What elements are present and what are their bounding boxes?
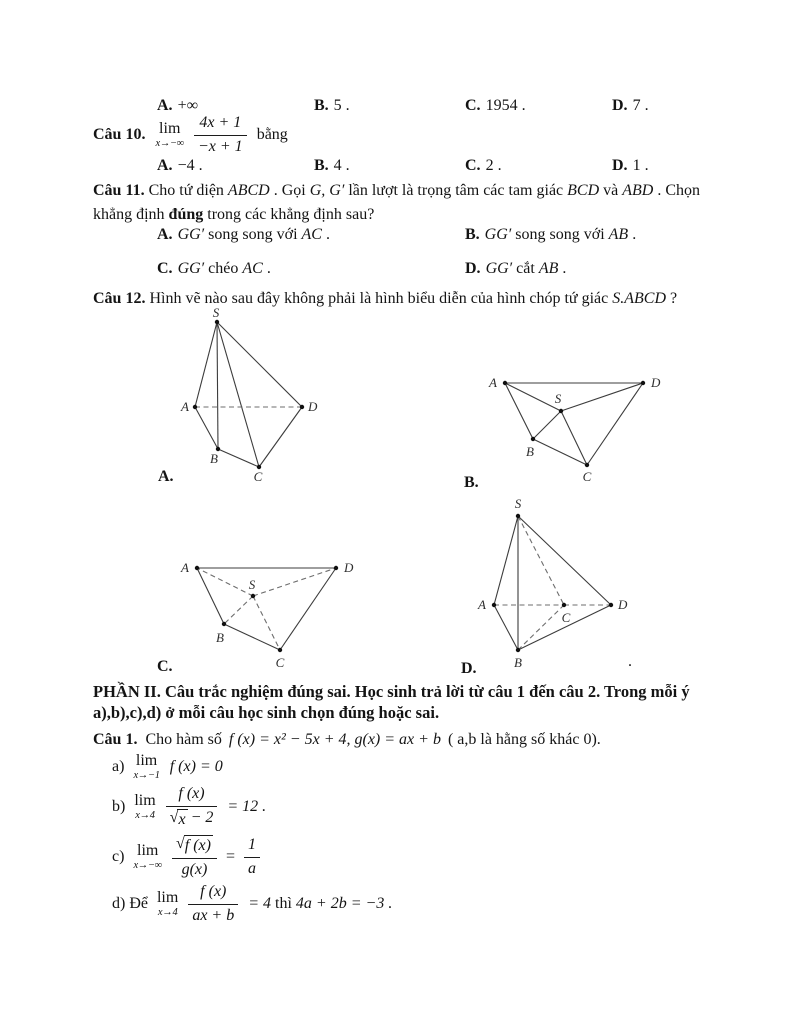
figure-c-pyramid — [140, 548, 375, 674]
q1-label: Câu 1. — [93, 731, 138, 748]
q11-answer-row-2 — [0, 260, 792, 280]
option-end: . — [266, 260, 271, 277]
figure-edges — [503, 381, 645, 467]
item-b — [112, 784, 266, 830]
square-root — [176, 835, 213, 855]
radical-sign: √ — [169, 808, 179, 826]
figure-a-pyramid — [140, 306, 340, 488]
vertex-label-c: C — [561, 610, 571, 625]
q1-text: Cho hàm số — [145, 731, 222, 748]
q12-text: Hình vẽ nào sau đây không phải là hình biểu diễn của hình chóp tứ giác — [149, 290, 609, 307]
option-end: . — [325, 226, 330, 243]
part2-line1: PHẦN II. Câu trắc nghiệm đúng sai. Học sinh trả lời từ câu 1 đến câu 2. Trong mỗi ý — [93, 682, 690, 701]
option-text: 7 . — [632, 97, 649, 114]
q10-answer-row — [0, 157, 792, 177]
option-label: A. — [157, 97, 173, 114]
option-label: A. — [157, 157, 173, 174]
lim-word: lim — [137, 841, 159, 859]
radicand: x — [178, 810, 186, 828]
lim-subscript: x→4 — [157, 906, 178, 918]
fraction — [188, 883, 238, 925]
math-var: AC — [242, 260, 263, 277]
item-a — [112, 752, 223, 782]
option-label: A. — [157, 226, 173, 243]
option-text: +∞ — [177, 97, 198, 114]
vertex-label-s: S — [212, 306, 220, 320]
lim-word: lim — [135, 751, 158, 769]
fraction — [244, 836, 260, 878]
radicand: f (x) — [184, 837, 211, 855]
limit-operator — [133, 843, 162, 872]
option-label: B. — [314, 97, 329, 114]
lim-subscript: x→−1 — [133, 769, 160, 781]
vertex-label-d: D — [651, 375, 661, 390]
option-text: cắt — [516, 260, 535, 277]
q11-text: và — [603, 182, 619, 199]
figure-edges — [193, 320, 304, 469]
fraction-denominator — [172, 859, 217, 879]
fraction — [172, 835, 217, 879]
limit-operator — [157, 890, 178, 919]
q11-text: . Chọn khẳng định — [93, 182, 701, 223]
q11-answer-row-1 — [0, 226, 792, 246]
fraction — [166, 785, 218, 829]
vertex-label-s: S — [554, 391, 562, 406]
math-var: GG′ — [484, 226, 512, 243]
item-c-label: c) — [112, 848, 125, 865]
item-d-word2: thì — [275, 895, 292, 912]
q9-option-b — [314, 97, 350, 115]
math-var: ABCD — [227, 182, 270, 199]
q10-suffix: bằng — [256, 126, 288, 143]
lim-subscript: x→4 — [135, 809, 155, 821]
q11-emphasis: đúng — [168, 206, 204, 223]
numerator-text: f (x) — [200, 883, 227, 901]
math-var: AB — [538, 260, 559, 277]
fraction-numerator — [172, 835, 217, 858]
item-c — [112, 832, 265, 882]
limit-operator — [134, 793, 155, 822]
denominator-text: ax + b — [192, 906, 235, 924]
fraction-numerator — [188, 883, 238, 904]
option-text: song song với — [208, 226, 298, 243]
item-b-label: b) — [112, 798, 126, 815]
vertex-label-c: C — [253, 469, 263, 484]
fraction-denominator: −x + 1 — [197, 137, 243, 155]
option-end: . — [562, 260, 567, 277]
figure-a-caption: A. — [158, 468, 174, 485]
item-a-expression: f (x) = 0 — [169, 758, 223, 775]
vertex-label-s: S — [248, 577, 256, 592]
q11-text: Cho tứ diện — [148, 182, 224, 199]
math-var: S.ABCD — [612, 290, 667, 307]
limit-operator — [133, 753, 159, 782]
fraction-numerator: 1 — [244, 836, 260, 857]
limit-operator — [155, 121, 184, 150]
q1-function-defs: f (x) = x² − 5x + 4, g(x) = ax + b — [228, 731, 441, 748]
figure-edges — [492, 514, 613, 652]
item-d-label: d) — [112, 895, 126, 912]
q1-note: ( a,b là hằng số khác 0). — [447, 731, 601, 748]
option-label: C. — [465, 97, 481, 114]
q10-stem — [93, 113, 288, 157]
q11-option-b — [465, 226, 636, 244]
fraction — [194, 114, 247, 156]
q11-option-c — [157, 260, 271, 278]
denominator-rest: − 2 — [190, 808, 214, 826]
vertex-label-a: A — [181, 560, 189, 575]
numerator-text: f (x) — [178, 785, 205, 803]
q12-end: ? — [670, 290, 678, 307]
item-d-eq1: = 4 — [248, 895, 272, 912]
option-label: B. — [465, 226, 480, 243]
figure-b-pyramid — [450, 360, 685, 490]
vertex-label-c: C — [582, 469, 592, 484]
radical-sign: √ — [175, 835, 185, 853]
q11-text: trong các khẳng định sau? — [207, 206, 375, 223]
option-label: B. — [314, 157, 329, 174]
q10-option-d — [612, 157, 649, 175]
q11-label: Câu 11. — [93, 182, 145, 199]
vertex-label-a: A — [478, 597, 486, 612]
math-var: AB — [608, 226, 629, 243]
item-d — [112, 884, 392, 924]
equals-sign: = — [225, 848, 235, 865]
vertex-label-b: B — [526, 444, 534, 459]
q11-option-d — [465, 260, 566, 278]
square-root — [170, 809, 188, 829]
math-var: GG′ — [177, 260, 205, 277]
lim-word: lim — [156, 888, 179, 906]
vertex-label-s: S — [514, 496, 522, 511]
fraction-numerator — [166, 785, 218, 806]
q11-text: . Gọi — [273, 182, 306, 199]
denominator-text: g(x) — [181, 860, 208, 878]
q1-stem — [93, 728, 601, 752]
vertex-label-a: A — [181, 399, 189, 414]
vertex-label-a: A — [489, 375, 497, 390]
lim-subscript: x→−∞ — [133, 859, 162, 871]
lim-word: lim — [134, 791, 156, 809]
math-var: GG′ — [485, 260, 513, 277]
part2-line2: a),b),c),d) ở mỗi câu học sinh chọn đúng hoặc sai. — [93, 703, 440, 722]
item-d-word: Để — [129, 895, 148, 912]
vertex-label-d: D — [344, 560, 354, 575]
part2-heading — [93, 681, 741, 723]
vertex-label-c: C — [275, 655, 285, 670]
q12-label: Câu 12. — [93, 290, 146, 307]
option-text: 4 . — [333, 157, 350, 174]
item-d-eq2: 4a + 2b = −3 . — [295, 895, 393, 912]
q9-option-c — [465, 97, 526, 115]
q10-option-b — [314, 157, 350, 175]
option-text: 2 . — [485, 157, 502, 174]
option-text: −4 . — [177, 157, 203, 174]
item-a-label: a) — [112, 758, 125, 775]
vertex-label-b: B — [216, 630, 224, 645]
figure-d-pyramid — [460, 495, 655, 675]
option-text: 5 . — [333, 97, 350, 114]
figure-d-caption: D. — [461, 660, 477, 677]
lim-word: lim — [159, 119, 181, 137]
stray-period: . — [628, 653, 632, 670]
math-var: G, G′ — [309, 182, 345, 199]
q10-label: Câu 10. — [93, 126, 146, 143]
vertex-label-d: D — [618, 597, 628, 612]
fraction-numerator: 4x + 1 — [194, 114, 247, 135]
lim-subscript: x→−∞ — [155, 137, 184, 149]
q9-option-d — [612, 97, 649, 115]
option-label: D. — [612, 97, 628, 114]
option-text: 1 . — [632, 157, 649, 174]
vertex-label-b: B — [210, 451, 218, 466]
option-end: . — [632, 226, 637, 243]
q11-stem — [93, 179, 715, 227]
option-text: 1954 . — [485, 97, 526, 114]
fraction-denominator — [166, 807, 218, 829]
q10-option-a — [157, 157, 203, 175]
option-label: D. — [465, 260, 481, 277]
vertex-label-b: B — [514, 655, 522, 670]
figure-b-caption: B. — [464, 474, 479, 491]
math-var: GG′ — [177, 226, 205, 243]
option-label: C. — [157, 260, 173, 277]
option-label: D. — [612, 157, 628, 174]
q11-option-a — [157, 226, 330, 244]
math-var: ABD — [622, 182, 654, 199]
q10-option-c — [465, 157, 502, 175]
q11-text: lần lượt là trọng tâm các tam giác — [348, 182, 564, 199]
option-text: song song với — [515, 226, 605, 243]
math-var: BCD — [567, 182, 600, 199]
math-var: AC — [301, 226, 322, 243]
figure-c-caption: C. — [157, 658, 173, 675]
item-b-result: = 12 . — [227, 798, 267, 815]
fraction-denominator — [188, 905, 238, 925]
option-text: chéo — [208, 260, 239, 277]
option-label: C. — [465, 157, 481, 174]
vertex-label-d: D — [308, 399, 318, 414]
fraction-denominator: a — [247, 859, 256, 877]
